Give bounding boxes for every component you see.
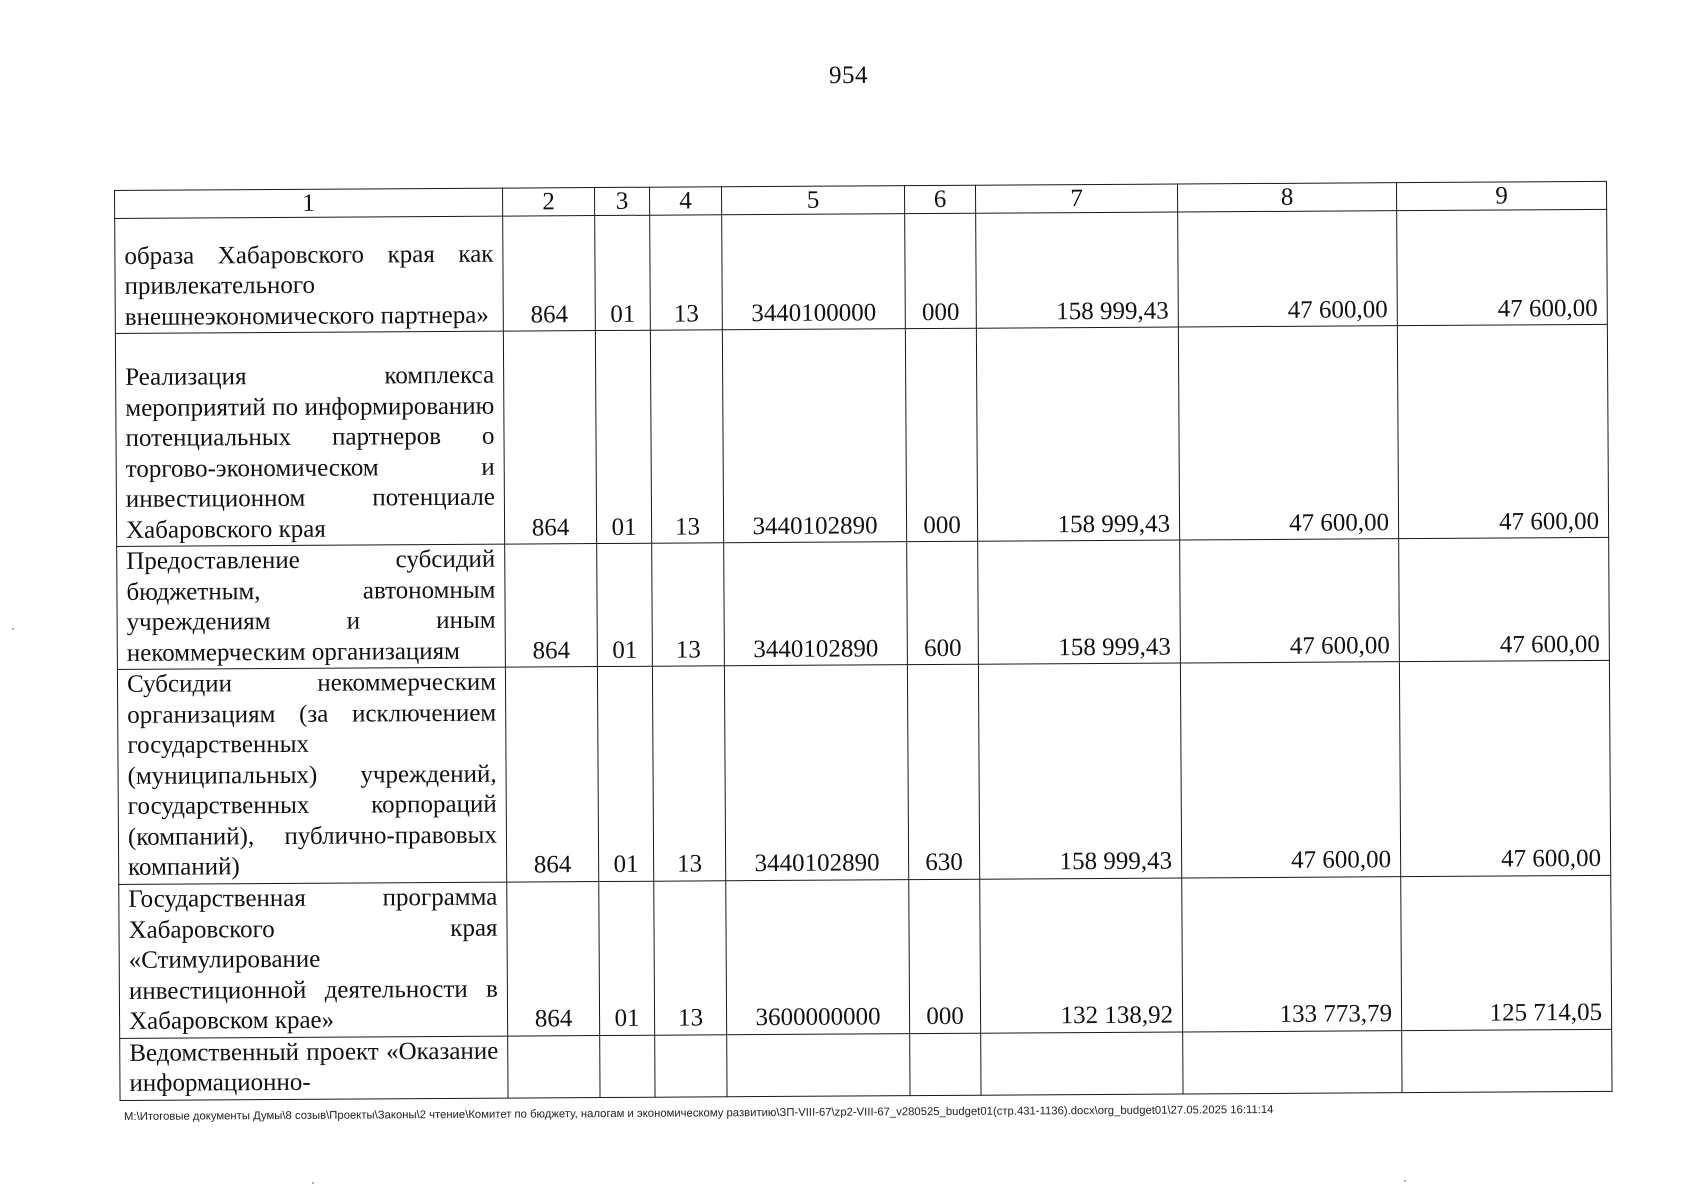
- row-name-cell: Предоставление субсидий бюджетным, автономным учреждениям и иным некоммерческим организациям: [117, 544, 506, 669]
- table-row: [119, 875, 1612, 1038]
- amount-col7-cell: 158 999,43: [978, 540, 1181, 664]
- scan-artifact: [12, 628, 14, 630]
- amount-col9-cell: 47 600,00: [1399, 660, 1610, 876]
- admin-code-cell: 864: [503, 216, 596, 332]
- section-cell: 01: [595, 330, 651, 543]
- table-row: [115, 209, 1608, 333]
- table-row: [117, 537, 1610, 669]
- table-row: [115, 324, 1608, 546]
- target-article-cell: 3440100000: [722, 214, 906, 330]
- row-name-cell: Государственная программа Хабаровского края «Стимулирование инвестиционной деятельности в Хабаровском крае»: [119, 882, 508, 1038]
- subsection-cell: 13: [652, 666, 725, 881]
- amount-col8-cell: 133 773,79: [1182, 876, 1402, 1031]
- budget-table-container: [114, 181, 1612, 1101]
- amount-col8-cell: 47 600,00: [1178, 326, 1398, 540]
- expense-type-cell: 000: [905, 213, 977, 328]
- admin-code-cell: 864: [505, 667, 598, 882]
- amount-col8-cell: 47 600,00: [1178, 211, 1398, 327]
- header-cell-2: 2: [502, 188, 594, 217]
- expense-type-cell: 000: [909, 879, 981, 1033]
- budget-table: [114, 181, 1613, 1101]
- row-name-cell: образа Хабаровского края как привлекательного внешнеэкономического партнера»: [115, 216, 504, 333]
- admin-code-cell: [508, 1035, 600, 1098]
- amount-col8-cell: 47 600,00: [1180, 662, 1400, 878]
- admin-code-cell: 864: [503, 331, 596, 545]
- amount-col9-cell: 47 600,00: [1397, 324, 1608, 538]
- amount-col7-cell: 158 999,43: [976, 327, 1179, 541]
- page-number: 954: [829, 62, 868, 89]
- expense-type-cell: [910, 1033, 981, 1095]
- expense-type-cell: 630: [907, 664, 979, 879]
- amount-col7-cell: 158 999,43: [978, 663, 1181, 879]
- scan-artifact: [312, 1182, 314, 1184]
- subsection-cell: 13: [650, 215, 723, 330]
- section-cell: [600, 1035, 655, 1097]
- header-cell-1: 1: [115, 188, 503, 218]
- header-cell-3: 3: [594, 187, 649, 215]
- section-cell: 01: [599, 881, 655, 1035]
- admin-code-cell: 864: [505, 544, 598, 668]
- row-name-cell: Реализация комплекса мероприятий по информированию потенциальных партнеров о торгово-экономическом и инвестиционном потенциале Хабаровского края: [115, 331, 504, 546]
- row-name-cell: Ведомственный проект «Оказание информационно-: [120, 1036, 508, 1100]
- amount-col8-cell: [1183, 1030, 1402, 1093]
- header-cell-6: 6: [904, 185, 975, 213]
- section-cell: 01: [597, 543, 653, 666]
- amount-col7-cell: [981, 1031, 1183, 1094]
- amount-col9-cell: 125 714,05: [1401, 875, 1612, 1030]
- header-cell-4: 4: [649, 187, 721, 215]
- expense-type-cell: 000: [905, 328, 977, 541]
- section-cell: 01: [595, 215, 651, 330]
- target-article-cell: [727, 1033, 910, 1096]
- target-article-cell: 3440102890: [724, 665, 908, 881]
- amount-col7-cell: 132 138,92: [980, 877, 1183, 1032]
- amount-col7-cell: 158 999,43: [976, 212, 1179, 328]
- table-row: [117, 660, 1610, 884]
- subsection-cell: 13: [650, 330, 723, 543]
- row-name-cell: Субсидии некоммерческим организациям (за исключением государственных (муниципальных) учреждений, государственных корпораций (компаний), публично-правовых компаний): [117, 667, 506, 884]
- admin-code-cell: 864: [507, 881, 600, 1036]
- target-article-cell: 3440102890: [722, 329, 906, 543]
- subsection-cell: 13: [652, 543, 725, 666]
- subsection-cell: [655, 1034, 727, 1096]
- header-cell-5: 5: [721, 186, 904, 215]
- table-row: [120, 1029, 1612, 1100]
- amount-col9-cell: 47 600,00: [1397, 209, 1608, 325]
- target-article-cell: 3600000000: [726, 879, 910, 1034]
- header-cell-7: 7: [975, 184, 1177, 213]
- header-cell-8: 8: [1177, 183, 1396, 212]
- amount-col9-cell: 47 600,00: [1399, 537, 1610, 661]
- subsection-cell: 13: [654, 880, 727, 1034]
- document-file-path: M:\Итоговые документы Думы\8 созыв\Проекты\Законы\2 чтение\Комитет по бюджету, налогам и экономическому развитию\ЗП-VIII-67\zp2-VIII-67_v280525_budget01(стр.431-1136).docx\org_budget01\27.05.2025 16:11:14: [124, 1103, 1274, 1123]
- target-article-cell: 3440102890: [724, 542, 908, 666]
- scan-artifact: [1404, 1180, 1406, 1182]
- section-cell: 01: [597, 666, 653, 881]
- amount-col9-cell: [1402, 1029, 1612, 1092]
- header-cell-9: 9: [1396, 181, 1606, 210]
- amount-col8-cell: 47 600,00: [1180, 539, 1400, 663]
- expense-type-cell: 600: [907, 541, 979, 664]
